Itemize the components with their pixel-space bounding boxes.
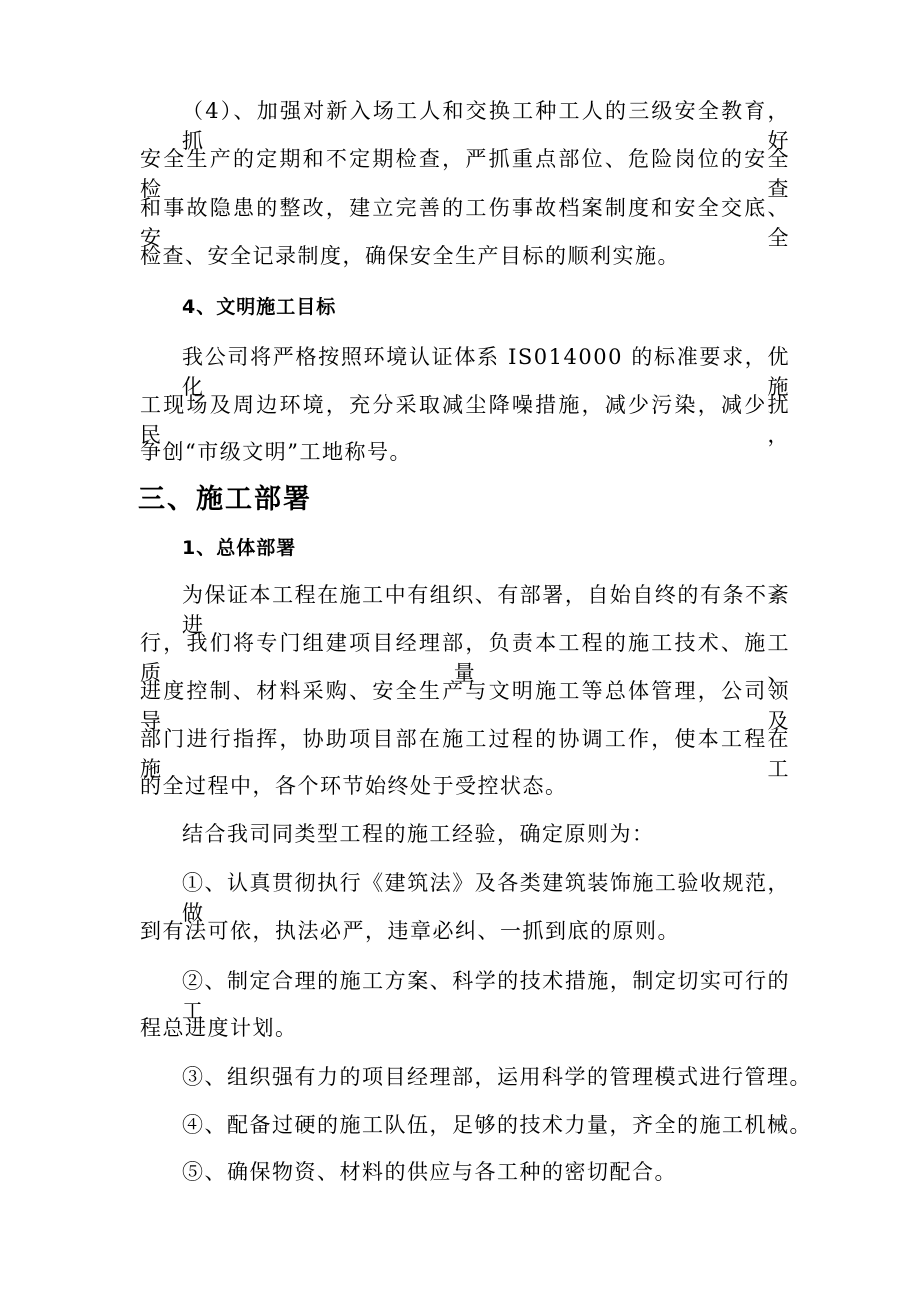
overall-line-5: 的全过程中，各个环节始终处于受控状态。 — [140, 774, 568, 798]
overall-line-1: 为保证本工程在施工中有组织、有部署，自始自终的有条不紊进 — [182, 583, 790, 637]
safety-education-line-4: 检查、安全记录制度，确保安全生产目标的顺利实施。 — [140, 244, 680, 268]
civilized-construction-heading: 4、文明施工目标 — [182, 296, 337, 318]
principle-5: ⑤、确保物资、材料的供应与各工种的密切配合。 — [182, 1160, 677, 1184]
principle-4: ④、配备过硬的施工队伍，足够的技术力量，齐全的施工机械。 — [182, 1113, 812, 1137]
civilized-line-2: 工现场及周边环境，充分采取减尘降噪措施，减少污染，减少扰民， — [140, 393, 790, 447]
civilized-line-1: 我公司将严格按照环境认证体系 IS014000 的标准要求，优化施 — [182, 345, 790, 399]
safety-education-line-1: （4）、加强对新入场工人和交换工种工人的三级安全教育，抓好 — [182, 99, 790, 153]
civilized-line-3: 争创“市级文明”工地称号。 — [140, 440, 412, 464]
overall-deployment-heading: 1、总体部署 — [182, 537, 297, 559]
principle-2-line-1: ②、制定合理的施工方案、科学的技术措施，制定切实可行的工 — [182, 969, 790, 1023]
principle-1-line-1: ①、认真贯彻执行《建筑法》及各类建筑装饰施工验收规范，做 — [182, 871, 790, 925]
section-title: 三、施工部署 — [138, 484, 312, 515]
overall-line-3: 进度控制、材料采购、安全生产与文明施工等总体管理，公司领导及 — [140, 679, 790, 733]
safety-education-line-2: 安全生产的定期和不定期检查，严抓重点部位、危险岗位的安全检查 — [140, 147, 790, 201]
principle-3: ③、组织强有力的项目经理部，运用科学的管理模式进行管理。 — [182, 1065, 812, 1089]
principle-1-line-2: 到有法可依，执法必严，违章必纠、一抓到底的原则。 — [140, 919, 680, 943]
overall-line-2: 行，我们将专门组建项目经理部，负责本工程的施工技术、施工质量、 — [140, 631, 790, 685]
safety-education-line-3: 和事故隐患的整改，建立完善的工伤事故档案制度和安全交底、安全 — [140, 196, 790, 250]
principles-intro: 结合我司同类型工程的施工经验，确定原则为： — [182, 822, 655, 846]
overall-line-4: 部门进行指挥，协助项目部在施工过程的协调工作，使本工程在施工 — [140, 727, 790, 781]
principle-2-line-2: 程总进度计划。 — [140, 1016, 298, 1040]
